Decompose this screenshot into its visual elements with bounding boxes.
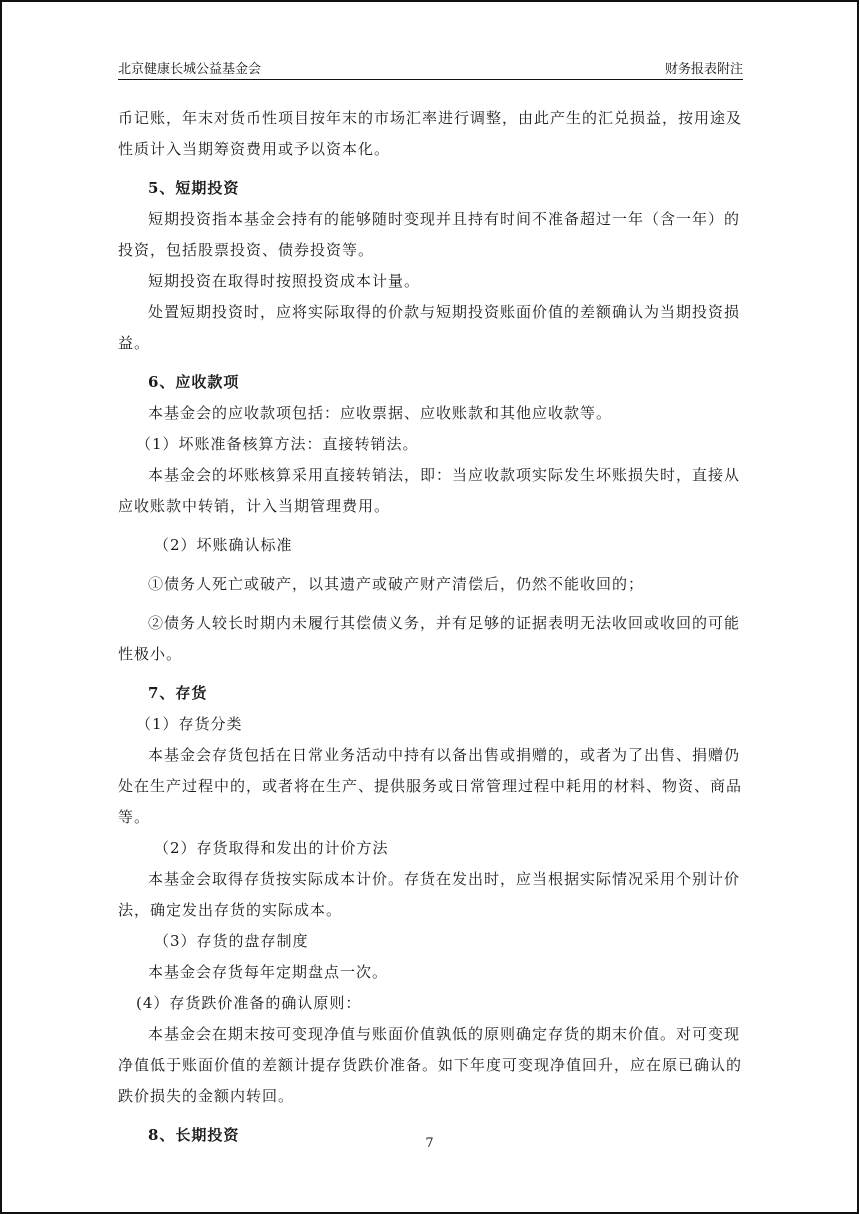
section-heading-inventory: 7、存货 [148, 684, 208, 702]
paragraph: 处置短期投资时，应将实际取得的价款与短期投资账面价值的差额确认为当期投资损益。 [118, 303, 741, 352]
paragraph: 本基金会的坏账核算采用直接转销法，即：当应收款项实际发生坏账损失时，直接从应收账款中转销，计入当期管理费用。 [118, 466, 741, 515]
header-doc-type: 财务报表附注 [664, 62, 743, 77]
paragraph: 本基金会取得存货按实际成本计价。存货在发出时，应当根据实际情况采用个别计价法，确定发出存货的实际成本。 [118, 870, 741, 919]
subheading: (4）存货跌价准备的确认原则： [136, 994, 362, 1012]
paragraph: 短期投资指本基金会持有的能够随时变现并且持有时间不准备超过一年（含一年）的投资，包括股票投资、债券投资等。 [118, 210, 741, 259]
section-heading-receivables: 6、应收款项 [148, 373, 240, 391]
list-item: ①债务人死亡或破产，以其遗产或破产财产清偿后，仍然不能收回的； [148, 575, 645, 593]
page-number: 7 [425, 1136, 434, 1151]
header-rule [118, 79, 743, 80]
section-heading-long-term-investment: 8、长期投资 [148, 1126, 240, 1144]
page-header [118, 56, 743, 80]
subheading: （1）坏账准备核算方法：直接转销法。 [136, 435, 419, 453]
paragraph: 本基金会在期末按可变现净值与账面价值孰低的原则确定存货的期末价值。对可变现净值低于账面价值的差额计提存货跌价准备。如下年度可变现净值回升，应在原已确认的跌价损失的金额内转回。 [118, 1025, 743, 1105]
paragraph: 本基金会存货包括在日常业务活动中持有以备出售或捐赠的，或者为了出售、捐赠仍处在生产过程中的，或者将在生产、提供服务或日常管理过程中耗用的材料、物资、商品等。 [118, 746, 743, 826]
paragraph: 本基金会存货每年定期盘点一次。 [148, 963, 389, 981]
subheading: （2）坏账确认标准 [154, 536, 293, 554]
subheading: （3）存货的盘存制度 [154, 932, 309, 950]
header-org-name: 北京健康长城公益基金会 [118, 62, 262, 77]
section-heading-short-term-investment: 5、短期投资 [148, 179, 240, 197]
paragraph-continuation: 币记账，年末对货币性项目按年末的市场汇率进行调整，由此产生的汇兑损益，按用途及性质计入当期筹资费用或予以资本化。 [118, 109, 743, 158]
paragraph: 本基金会的应收款项包括：应收票据、应收账款和其他应收款等。 [148, 404, 613, 422]
subheading: （2）存货取得和发出的计价方法 [154, 839, 389, 857]
subheading: （1）存货分类 [136, 715, 243, 733]
paragraph: 短期投资在取得时按照投资成本计量。 [148, 272, 421, 290]
list-item: ②债务人较长时期内未履行其偿债义务，并有足够的证据表明无法收回或收回的可能性极小。 [118, 614, 741, 663]
document-body [118, 103, 743, 1151]
